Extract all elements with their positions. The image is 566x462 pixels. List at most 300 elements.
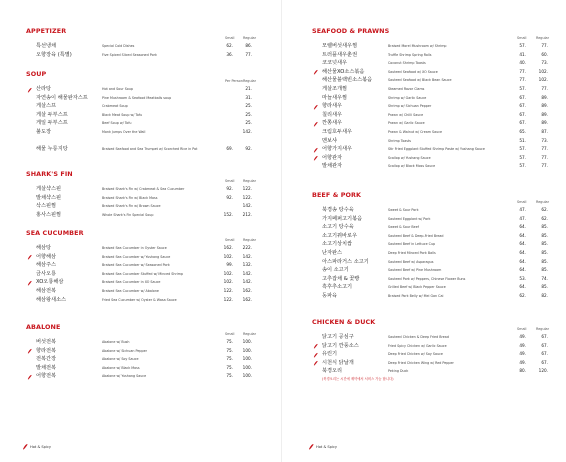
item-name-korean: 어향해삼 [36,253,57,260]
price-regular: 67. [541,351,548,357]
item-name-english: Monk Jumps Over the Wall [102,129,146,134]
item-name-english: Braised Sea Cucumber Stuffed w/ Minced Shrimp [102,271,184,276]
price-regular: 60. [541,51,548,57]
price-small: 49. [519,342,526,348]
price-small: 64. [519,267,526,273]
page-gutter [281,0,282,462]
chili-icon [308,443,314,450]
price-small: 102. [223,253,233,259]
price-small: 102. [223,270,233,276]
size-label-regular: Regular [243,79,257,83]
menu-item [26,111,272,120]
price-regular: 62. [541,207,548,212]
size-label-regular: Regular [536,200,550,204]
item-name-english: Deep Fried Chicken Wing w/ Red Pepper [388,360,454,365]
price-small: 57. [519,163,526,169]
section-title: CHICKEN & DUCK [312,318,376,326]
menu-item [26,355,272,364]
item-name-korean: 동파육 [322,292,338,299]
menu-item [312,215,558,224]
item-name-english: Sauteed Beef in Lettuce Cup [388,242,436,247]
size-label-small: Small [225,238,235,242]
menu-item [26,194,272,203]
price-small: 64. [519,224,526,230]
size-label-small: Small [225,36,235,40]
item-name-english: Hot and Sour Soup [102,87,133,91]
item-name-korean: 발채관자 [322,163,343,170]
item-name-english: Abalone w/ Black Moss [102,365,140,370]
item-name-english: Prawn w/ Garlic Sauce [388,121,425,126]
price-small: 57. [519,154,526,160]
item-name-korean: 해산물XO소스볶음 [322,68,365,75]
item-name-korean: 발채전복 [36,364,57,371]
item-name-korean: 소고기상치쌈 [322,241,353,248]
item-name-korean: 삭스핀찜 [36,203,57,210]
menu-item [26,145,272,154]
chili-icon [27,254,32,260]
price-regular: 212. [242,211,252,217]
chili-icon [313,147,318,153]
menu-item [26,261,272,270]
item-name-korean: 게일 두부스프 [36,120,68,127]
price-regular: 100. [242,364,252,370]
item-name-english: Sweet & Sour Beef [388,225,419,230]
price-small: 75. [226,364,233,370]
item-name-english: Shrimp Toasts [388,138,412,143]
price-regular: 92. [245,146,252,152]
item-name-english: Sauteed Chicken & Deep Fried Bread [388,335,449,339]
item-name-korean: 게살샥스핀 [36,186,62,192]
chili-icon [27,87,32,93]
item-name-korean: 북경오리 [322,368,343,375]
menu-item [26,278,272,287]
price-regular: 62. [541,215,548,221]
menu-section-appetizer [26,27,272,59]
item-name-korean: 가지페퍼고기볶음 [322,215,363,222]
menu-item [26,364,272,373]
item-name-english: Abalone w/ Sichuan Pepper [102,348,147,353]
item-name-korean: 유린기 [322,351,338,358]
price-regular: 89. [541,94,548,100]
chili-icon [313,352,318,358]
chili-icon [27,280,32,286]
item-name-korean: 게살스프 [36,103,57,110]
item-name-korean: 고추잡채 & 꽃빵 [322,275,360,282]
menu-page-right [292,0,560,462]
price-regular: 67. [541,342,548,348]
price-regular: 89. [541,103,548,109]
menu-section-beef-pork [312,191,558,301]
menu-item [26,94,272,103]
menu-item [312,154,558,163]
item-name-english: Black Meat Soup w/ Tofu [102,112,143,117]
menu-item [312,85,558,94]
price-small: 40. [519,60,526,66]
price-regular: 67. [541,334,548,339]
size-label-small: Small [225,332,235,336]
item-name-english: Sauteed Seafood w/ Black Bean Sauce [388,78,452,83]
price-small: 69. [226,146,233,152]
menu-item [312,240,558,249]
item-name-english: Grilled Beef w/ Black Pepper Sauce [388,285,446,290]
price-small: 36. [226,51,233,57]
item-name-korean: 향라새우 [322,103,343,110]
menu-page-left [6,0,274,462]
price-regular: 122. [242,186,252,191]
menu-item [26,51,272,60]
price-regular: 142. [242,279,252,285]
price-regular: 77. [245,51,252,57]
menu-item [312,258,558,267]
price-regular: 85. [541,249,548,255]
menu-item [312,102,558,111]
price-regular: 100. [242,373,252,379]
price-regular: 142. [242,128,252,134]
footer-legend-left: Hot & Spicy [30,444,52,449]
item-name-english: Stir Fried Eggplant Stuffed Shrimp Paste w/ Yushang Sauce [388,147,485,152]
menu-item [312,292,558,301]
menu-item [312,128,558,137]
item-name-korean: 불도장 [36,128,52,135]
item-name-english: Truffle Shrimp Spring Rolls [388,52,432,57]
price-small: 47. [519,207,526,212]
price-small: 64. [519,232,526,238]
item-name-korean: 트러플새우춘권 [322,51,358,58]
price-small: 122. [223,287,233,293]
price-small: 49. [519,351,526,357]
price-regular: 82. [541,292,548,298]
price-small: 57. [519,85,526,91]
price-small: 122. [223,296,233,302]
menu-item [312,367,558,376]
price-regular: 77. [541,43,548,48]
price-small: 75. [226,356,233,362]
price-small: 49. [519,334,526,339]
price-regular: 162. [242,296,252,302]
item-name-korean: 전복간장 [36,356,57,363]
price-regular: 21. [245,86,252,91]
item-name-korean: 게살 두부스프 [36,111,68,118]
price-small: 67. [519,120,526,126]
item-name-english: Braised Sea Cucumber w/ Yushang Sauce [102,254,171,259]
size-label-regular: Regular [243,332,257,336]
menu-section-sharks-fin [26,170,272,219]
item-name-english: Braised Sea Cucumber in XO Sauce [102,280,161,285]
menu-section-seafood-prawns [312,27,558,171]
item-name-english: Braised Sea Cucumber in Oyster Sauce [102,246,167,250]
price-regular: 85. [541,232,548,238]
item-name-english: Coconut Shrimp Toasts [388,61,426,66]
price-regular: 85. [541,267,548,273]
price-regular: 142. [242,203,252,209]
menu-item [312,333,558,342]
item-name-korean: 해물 누룽지탕 [36,146,68,153]
price-small: 64. [519,241,526,247]
price-regular: 25. [245,120,252,126]
chili-icon [313,121,318,127]
item-name-korean: 오향장육 (특별) [36,51,72,58]
item-name-korean: 소고기꿔바로우 [322,232,358,239]
menu-section-soup [26,70,272,154]
price-regular: 89. [541,111,548,117]
price-regular: 73. [541,60,548,66]
price-regular: 100. [242,347,252,353]
menu-item [26,137,272,146]
menu-item [26,270,272,279]
price-small: 47. [519,215,526,221]
item-name-korean: 송이 소고기 [322,267,349,274]
item-name-english: Braised Pork Belly w/ Mei Gan Cai [388,293,444,298]
price-small: 80. [519,368,526,374]
item-name-english: Scallop w/ Yushang Sauce [388,155,431,160]
menu-item [26,211,272,220]
size-label-small: Small [517,36,527,40]
price-small: 75. [226,347,233,353]
item-name-korean: 시천식 닭날개 [322,359,354,366]
price-small: 67. [519,111,526,117]
item-name-english: Braised Sea Cucumber w/ Seasoned Pork [102,263,170,268]
section-title: ABALONE [26,323,61,331]
price-regular: 132. [242,262,252,268]
item-name-english: Sauteed Pork w/ Peppers, Chinese Flower Buns [388,276,466,281]
price-small: 57. [519,43,526,48]
menu-item [26,42,272,51]
section-title: APPETIZER [26,27,67,35]
size-label-regular: Regular [536,36,550,40]
item-name-korean: 산라탕 [36,86,52,92]
item-name-korean: 소고기 탕수육 [322,224,354,231]
item-name-korean: 해삼왕새소스 [36,296,67,303]
section-title: SEA CUCUMBER [26,229,84,237]
menu-item [312,76,558,85]
item-name-korean: 어향전복 [36,373,57,380]
price-small: 75. [226,373,233,379]
item-name-korean: XO오룡해삼 [36,279,64,286]
item-name-korean: 향라전복 [36,347,57,354]
menu-item [26,347,272,356]
price-small: 77. [519,68,526,74]
item-name-english: Sauteed Beef w/ Asparagus [388,259,434,264]
price-small: 67. [519,94,526,100]
item-name-english: Sauteed Seafood w/ XO Sauce [388,69,438,74]
item-name-english: Fried Sea Cucumber w/ Oyster & Wasa Sauce [102,297,177,302]
menu-section-sea-cucumber [26,229,272,304]
section-note: (북경오리는 시간에 제약에서 서비스 가능 합니다) [322,376,394,381]
item-name-korean: 깐쫑새우 [322,120,343,127]
section-title: SOUP [26,70,47,78]
price-regular: 85. [541,224,548,230]
menu-item [312,111,558,120]
menu-section-abalone [26,323,272,381]
menu-item [26,372,272,381]
item-name-english: Sauteed Eggplant w/ Pork [388,216,431,221]
price-regular: 73. [541,137,548,143]
item-name-english: Shrimp w/ Garlic Sauce [388,95,427,100]
price-small: 92. [226,186,233,191]
menu-item [312,59,558,68]
size-label-regular: Regular [243,36,257,40]
item-name-korean: 해삼주스 [36,262,57,269]
price-regular: 100. [242,339,252,344]
price-small: 62. [226,43,233,48]
menu-item [312,145,558,154]
size-label-regular: Regular [243,238,257,242]
item-name-korean: 난자완스 [322,249,343,256]
item-name-english: Pine Mushroom & Seafood Meatballs soup [102,95,172,100]
item-name-korean: 해삼전복 [36,287,57,294]
menu-item [312,342,558,351]
item-name-english: Braised Seafood and Sea Trumpet w/ Scorched Rice in Pot [102,147,198,152]
item-name-korean: 닭고기 공심구 [322,334,354,340]
item-name-korean: 자연송이 해물완자스프 [36,94,88,101]
price-regular: 222. [242,245,252,250]
price-regular: 25. [245,103,252,109]
item-name-english: Abalone w/ Bush [102,340,130,344]
menu-item [312,232,558,241]
price-small: 64. [519,284,526,290]
size-label-regular: Regular [243,179,257,183]
chili-icon [27,374,32,380]
price-regular: 102. [538,77,548,83]
chili-icon [313,104,318,110]
item-name-english: Sauteed Beef w/ Pine Mushroom [388,268,442,273]
item-name-korean: 칠리새우 [322,111,343,118]
price-regular: 162. [242,287,252,293]
menu-item [312,94,558,103]
price-small: 75. [226,339,233,344]
price-regular: 77. [541,163,548,169]
price-small: 162. [223,245,233,250]
menu-item [312,275,558,284]
item-name-korean: 마늘새우찜 [322,94,348,101]
item-name-english: Braised Shark's Fin w/ Black Moss [102,195,158,200]
price-regular: 87. [541,128,548,134]
price-small: 77. [519,77,526,83]
price-small: 53. [519,275,526,281]
item-name-korean: 발채샥스핀 [36,194,62,201]
item-name-english: Special Cold Dishes [102,44,135,48]
menu-section-chicken-duck [312,318,558,383]
chili-icon [313,155,318,161]
item-name-korean: 버섯전복 [36,339,57,345]
price-regular: 31. [245,94,252,100]
item-name-korean: 코코넛새우 [322,60,348,67]
size-label-small: Per Person [225,79,243,83]
menu-item [26,287,272,296]
item-name-english: Braised Sea Cucumber w/ Abalone [102,288,159,293]
footer-left [22,443,51,450]
price-regular: 85. [541,258,548,264]
price-small: 67. [519,103,526,109]
menu-item [312,350,558,359]
item-name-korean: 게살조개찜 [322,85,348,92]
item-name-korean: 아스파라거스 소고기 [322,258,369,265]
menu-item [312,266,558,275]
price-small: 57. [519,146,526,152]
price-small: 49. [519,359,526,365]
price-small: 152. [223,211,233,217]
menu-item [26,338,272,347]
item-name-english: Deep Fried Minced Pork Balls [388,250,436,255]
chili-icon [22,443,28,450]
menu-item [312,223,558,232]
item-name-korean: 특선냉채 [36,43,57,49]
price-regular: 142. [242,270,252,276]
item-name-korean: 모렐버섯새우찜 [322,43,358,49]
menu-item [312,283,558,292]
item-name-korean: 흑후추소고기 [322,284,353,291]
menu-item [26,253,272,262]
price-regular: 120. [538,368,548,374]
item-name-english: Steamed Razor Clams [388,86,425,91]
section-title: SHARK'S FIN [26,170,73,178]
item-name-english: Braised Morel Mushroom w/ Shrimp [388,44,447,48]
item-name-korean: 홍사스핀찜 [36,211,62,218]
item-name-english: Sauteed Beef & Deep-Fried Bread [388,233,444,238]
item-name-english: Scallop w/ Black Moss Sauce [388,164,436,169]
price-regular: 77. [541,154,548,160]
section-title: SEAFOOD & PRAWNS [312,27,390,35]
chili-icon [27,348,32,354]
menu-item [26,296,272,305]
price-regular: 86. [245,43,252,48]
footer-legend-right: Hot & Spicy [316,444,338,449]
item-name-english: Shrimp w/ Sichuan Pepper [388,104,432,109]
section-title: BEEF & PORK [312,191,362,199]
item-name-korean: 해삼탕 [36,245,52,251]
item-name-korean: 금사오룡 [36,270,57,277]
menu-item [312,68,558,77]
price-regular: 142. [242,253,252,259]
item-name-english: Five Spiced Sliced Seasoned Pork [102,52,157,57]
item-name-english: Abalone w/ Soy Sauce [102,357,139,362]
price-regular: 85. [541,241,548,247]
item-name-english: Sweet & Sour Pork [388,208,419,212]
item-name-english: Prawn w/ Chilli Sauce [388,112,424,117]
price-regular: 89. [541,120,548,126]
item-name-english: Crabmeat Soup [102,104,128,109]
menu-item [26,102,272,111]
item-name-korean: 크림호두새우 [322,128,353,135]
item-name-korean: 어향관자 [322,154,343,161]
menu-item [26,185,272,194]
menu-item [312,359,558,368]
chili-icon [313,69,318,75]
price-regular: 77. [541,146,548,152]
item-name-korean: 멘보샤 [322,137,338,144]
price-small: 102. [223,279,233,285]
menu-item [312,206,558,215]
menu-item [312,249,558,258]
menu-item [312,137,558,146]
size-label-regular: Regular [536,327,550,331]
price-small: 92. [226,194,233,200]
size-label-small: Small [517,200,527,204]
price-small: 41. [519,51,526,57]
item-name-english: Beef Soup w/ Tofu [102,121,132,126]
price-small: 65. [519,128,526,134]
price-small: 51. [519,137,526,143]
price-regular: 100. [242,356,252,362]
price-regular: 67. [541,359,548,365]
price-regular: 85. [541,284,548,290]
chili-icon [313,343,318,349]
menu-item [26,85,272,94]
item-name-korean: 어향가지새우 [322,146,353,153]
item-name-english: Prawn & Walnut w/ Cream Sauce [388,129,443,134]
price-regular: 25. [245,111,252,117]
menu-item [26,244,272,253]
